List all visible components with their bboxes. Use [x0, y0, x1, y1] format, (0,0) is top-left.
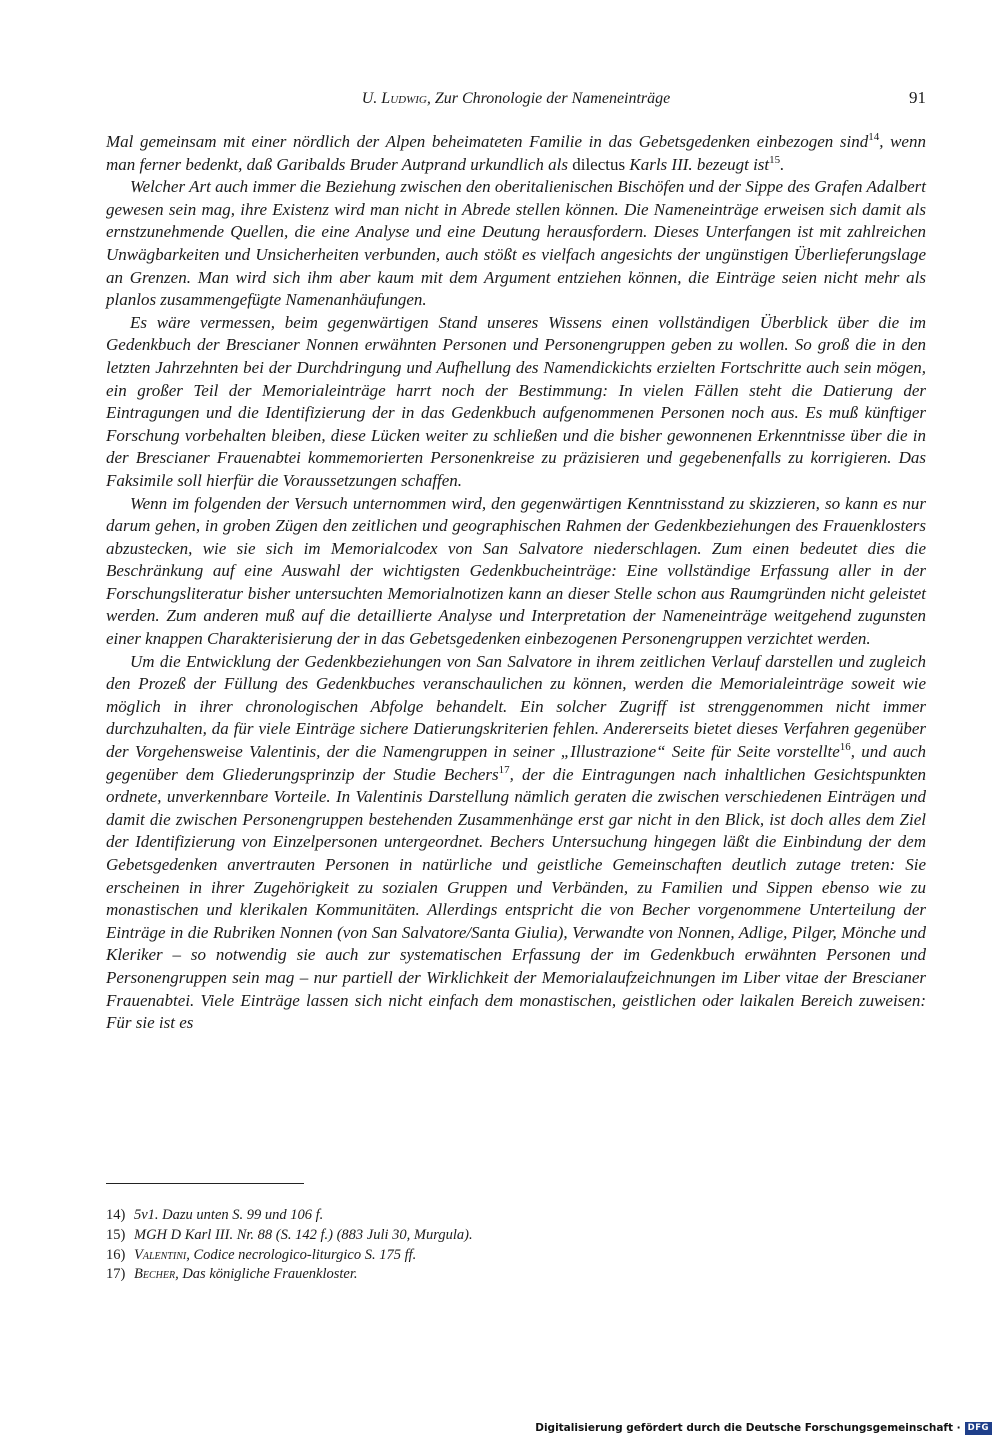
- paragraph-2: Welcher Art auch immer die Beziehung zwischen den oberitalienischen Bischöfen und der Sippe des Grafen Adalbert gewesen sein mag, ihre Existenz wird man nicht in Abrede stellen können. Die Nameneinträge erweisen sich damit als ernstzunehmende Quellen, die eine Analyse und eine Deutung herausfordern. Dieses Unterfangen ist mit zahlreichen Unwägbarkeiten und Unsicherheiten verbunden, auch stößt es vielfach angesichts der ungünstigen Überlieferungslage an Grenzen. Man wird sich ihm aber kaum mit dem Argument entziehen können, die Einträge seien nicht mehr als planlos zusammengefügte Namenanhäufungen.: [106, 177, 926, 310]
- footnote-author: Becher: [134, 1266, 176, 1283]
- footnote-ref-16[interactable]: 16: [839, 741, 851, 754]
- paragraph-1-upright-term: dilectus: [572, 154, 626, 174]
- main-text: [106, 131, 926, 1035]
- paragraph-1: [106, 131, 926, 176]
- footnote-15: [106, 1226, 926, 1246]
- footnote-text: 5v1. Dazu unten S. 99 und 106 f.: [134, 1207, 324, 1223]
- footnote-number: 14): [106, 1207, 126, 1223]
- footnote-ref-14[interactable]: 14: [868, 131, 880, 143]
- paragraph-5-text-c: , der die Eintragungen nach inhaltlichen Gesichtspunkten ordnete, unverkennbare Vorteile. In Valentinis Darstellung nämlich geraten die zwischen verschiedenen Einträgen und damit die zwischen Personengruppen bestehenden Zusammenhänge erst gar nicht in den Blick, ist doch alles dem Ziel der Identifizierung von Einzelpersonen untergeordnet. Bechers Untersuchung hingegen läßt die Einbindung der dem Gebetsgedenken anvertrauten Personen in natürliche und geistliche Gemeinschaften deutlich zutage treten: Sie erscheinen in ihrer Zugehörigkeit zu sozialen Gruppen und Verbänden, zu Familien und Sippen ebenso wie zu monastischen und klerikalen Kommunitäten. Allerdings entspricht die von Becher vorgenommene Unterteilung der Einträge in die Rubriken Nonnen (von San Salvatore/Santa Giulia), Verwandte von Nonnen, Adlige, Pilger, Mönche und Kleriker – so notwendig sie auch zur systematischen Erfassung der im Gedenkbuch erwähnten Personen und Personengruppen sein mag – nur partiell der Wirklichkeit der Memorialaufzeichnungen im Liber vitae der Brescianer Frauenabtei. Viele Einträge lassen sich nicht einfach dem monastischen, geistlichen oder laikalen Bereich zuweisen: Für sie ist es: [106, 764, 927, 1033]
- footnote-number: 17): [106, 1266, 126, 1283]
- paragraph-4: Wenn im folgenden der Versuch unternommen wird, den gegenwärtigen Kenntnisstand zu skizzieren, so kann es nur darum gehen, in groben Zügen den zeitlichen und geographischen Rahmen der Gedenkbeziehungen des Frauenklosters abzustecken, wie sie sich im Memorialcodex von San Salvatore niederschlagen. Zum einen bedeutet dies die Beschränkung auf eine Auswahl der wichtigsten Gedenkbucheinträge: Eine vollständige Erfassung aller in der Forschungsliteratur bisher untersuchten Memorialnotizen kann an dieser Stelle schon aus Raumgründen nicht geleistet werden. Zum anderen muß auf die detaillierte Analyse und Interpretation der Nameneinträge weitgehend zugunsten einer knappen Charakterisierung der in das Gebetsgedenken einbezogenen Personengruppen verzichtet werden.: [106, 493, 926, 649]
- paragraph-5: [106, 651, 926, 1035]
- paragraph-1-text-b: , wenn man ferner bedenkt, daß Garibalds Bruder Autprand urkundlich als: [106, 132, 926, 174]
- page-number: 91: [909, 88, 926, 107]
- footnote-17: [106, 1265, 926, 1285]
- footnote-text: [134, 1266, 358, 1282]
- paragraph-1-text-c: Karls III. bezeugt ist: [625, 154, 770, 174]
- footnote-citation: , Codice necrologico-liturgico S. 175 ff.: [186, 1246, 417, 1263]
- footnote-number: 16): [106, 1246, 126, 1263]
- footnotes: [106, 1206, 926, 1285]
- running-title: [106, 90, 926, 108]
- footnote-14: [106, 1206, 926, 1226]
- paragraph-5-text-a: Um die Entwicklung der Gedenkbeziehungen von San Salvatore in ihrem zeitlichen Verlauf darstellen und zugleich den Prozeß der Füllung des Gedenkbuches veranschaulichen zu können, werden die Memorialeinträge soweit wie möglich in ihrer chronologischen Abfolge behandelt. Ein solcher Zugriff ist strenggenommen nicht immer durchzuhalten, da für viele Einträge sichere Datierungskriterien fehlen. Andererseits bietet dieses Verfahren gegenüber der Vorgehensweise Valentinis, der die Namengruppen in seiner „Illustrazione“ Seite für Seite vorstellte: [106, 651, 926, 762]
- funding-text: Digitalisierung gefördert durch die Deutsche Forschungsgemeinschaft ·: [535, 1422, 961, 1434]
- footnote-16: [106, 1246, 926, 1266]
- funding-notice: [535, 1421, 992, 1435]
- footnote-text: MGH D Karl III. Nr. 88 (S. 142 f.) (883 Juli 30, Murgula).: [134, 1226, 473, 1243]
- running-header: [106, 88, 926, 114]
- footnote-separator: [106, 1183, 304, 1184]
- footnote-number: 15): [106, 1226, 126, 1243]
- header-title-text: , Zur Chronologie der Nameneinträge: [426, 90, 671, 107]
- paragraph-1-text-d: .: [780, 154, 785, 174]
- paragraph-1-text-a: Mal gemeinsam mit einer nördlich der Alpen beheimateten Familie in das Gebetsgedenken einbezogen sind: [106, 132, 869, 151]
- footnote-author: Valentini: [134, 1246, 187, 1263]
- header-author: U. Ludwig: [361, 90, 427, 107]
- footnote-ref-17[interactable]: 17: [498, 763, 510, 776]
- footnote-ref-15[interactable]: 15: [769, 153, 781, 166]
- paragraph-5-text-b: , und auch gegenüber dem Gliederungsprinzip der Studie Bechers: [106, 742, 926, 784]
- dfg-logo: DFG: [965, 1422, 992, 1435]
- footnote-text: [134, 1247, 416, 1263]
- footnote-citation: , Das königliche Frauenkloster.: [175, 1266, 358, 1283]
- paragraph-3: Es wäre vermessen, beim gegenwärtigen Stand unseres Wissens einen vollständigen Überblick über die im Gedenkbuch der Brescianer Nonnen erwähnten Personen und Personengruppen geben zu wollen. So groß die in den letzten Jahrzehnten bei der Durchdringung und Aufhellung des Namendickichts erzielten Fortschritte auch sein mögen, ein großer Teil der Memorialeinträge harrt noch der Bestimmung: In vielen Fällen steht die Datierung der Eintragungen und die Identifizierung der in das Gedenkbuch aufgenommenen Personen noch aus. Es muß künftiger Forschung vorbehalten bleiben, diese Lücken weiter zu schließen und die bisher gewonnenen Erkenntnisse über die in der Brescianer Frauenabtei kommemorierten Personenkreise zu präzisieren und gegebenenfalls zu korrigieren. Das Faksimile soll hierfür die Voraussetzungen schaffen.: [106, 312, 926, 490]
